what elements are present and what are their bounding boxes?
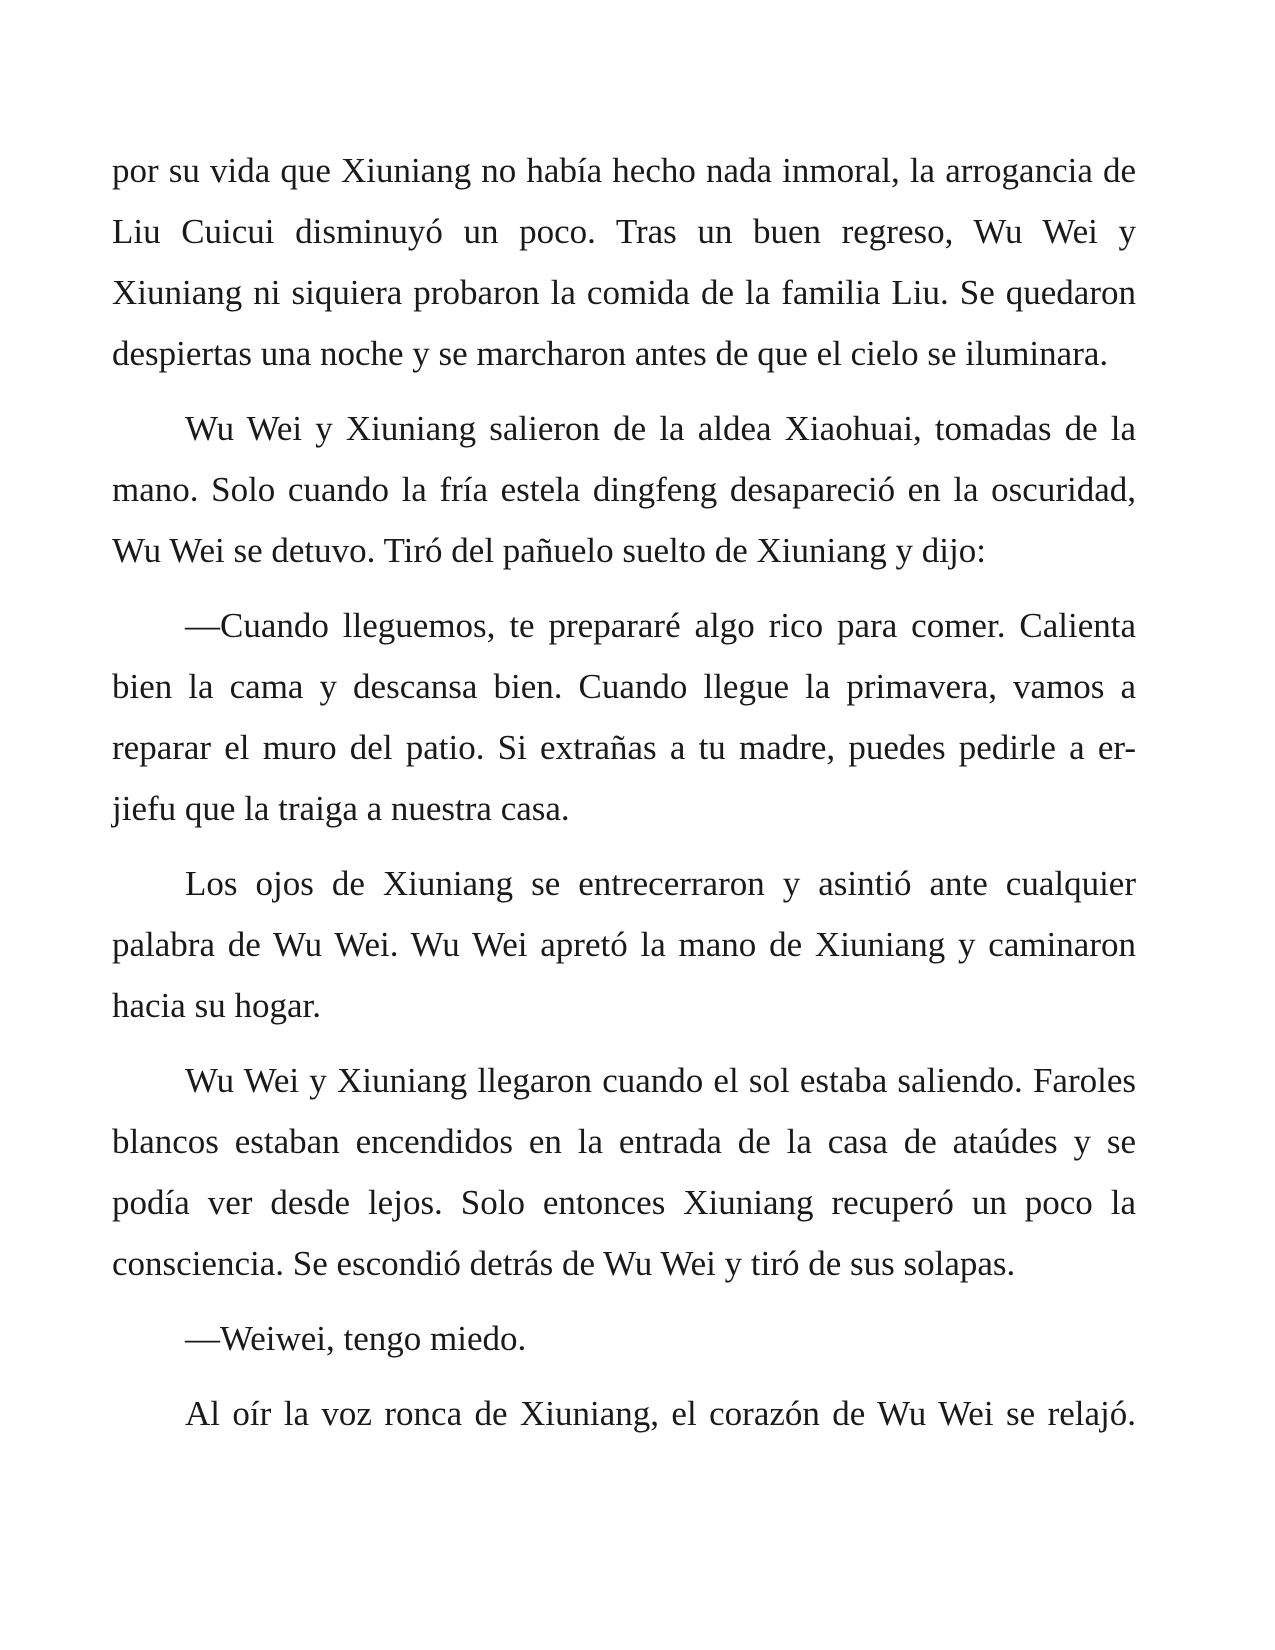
paragraph-continuation: por su vida que Xiuniang no había hecho nada inmoral, la arrogancia de Liu Cuicui disminuyó un poco. Tras un buen regreso, Wu Wei y Xiuniang ni siquiera probaron la comida de la familia Liu. Se quedaron despiertas una noche y se marcharon antes de que el cielo se iluminara. <box>112 151 1136 373</box>
paragraph: Wu Wei y Xiuniang llegaron cuando el sol estaba saliendo. Faroles blancos estaban encendidos en la entrada de la casa de ataúdes y se podía ver desde lejos. Solo entonces Xiuniang recuperó un poco la consciencia. Se escondió detrás de Wu Wei y tiró de sus solapas. <box>112 1061 1136 1283</box>
dialogue-paragraph: —Weiwei, tengo miedo. <box>185 1319 527 1358</box>
paragraph: Los ojos de Xiuniang se entrecerraron y asintió ante cualquier palabra de Wu Wei. Wu Wei apretó la mano de Xiuniang y caminaron hacia su hogar. <box>112 864 1136 1025</box>
document-body <box>112 140 1136 1458</box>
paragraph-truncated: Al oír la voz ronca de Xiuniang, el corazón de Wu Wei se relajó. <box>185 1394 1136 1433</box>
paragraph: Wu Wei y Xiuniang salieron de la aldea Xiaohuai, tomadas de la mano. Solo cuando la fría estela dingfeng desapareció en la oscuridad, Wu Wei se detuvo. Tiró del pañuelo suelto de Xiuniang y dijo: <box>112 409 1136 570</box>
dialogue-paragraph: —Cuando lleguemos, te prepararé algo rico para comer. Calienta bien la cama y descansa bien. Cuando llegue la primavera, vamos a reparar el muro del patio. Si extrañas a tu madre, puedes pedirle a er-jiefu que la traiga a nuestra casa. <box>112 606 1136 828</box>
